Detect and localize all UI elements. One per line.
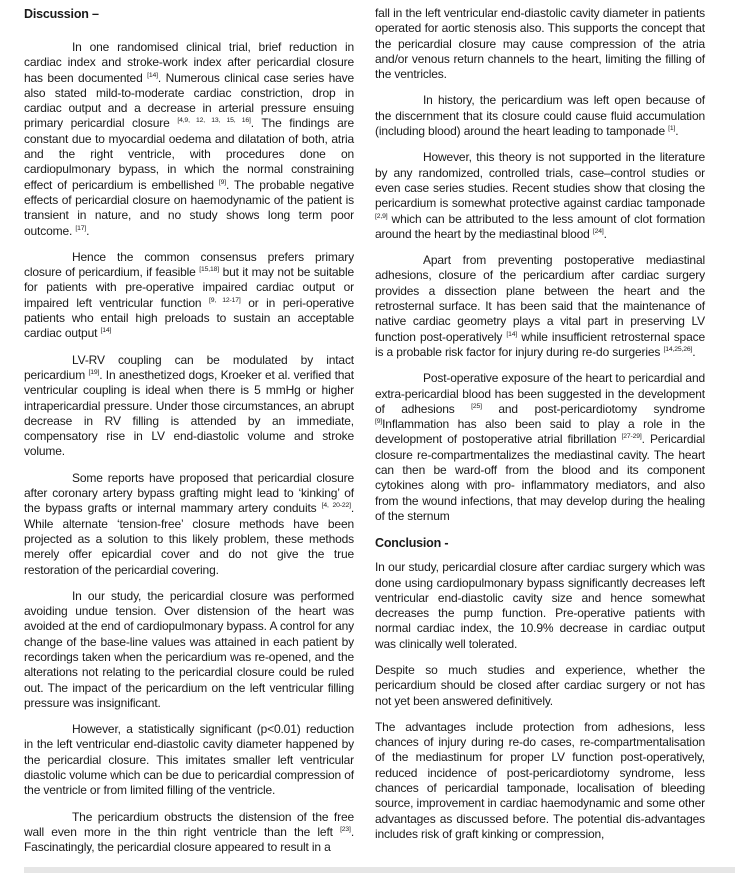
discussion-paragraph-11: Apart from preventing postoperative mediastinal adhesions, closure of the pericardium after cardiac surgery provides a dissection plane between the heart and the retrosternal surface. It has been said that the maintenance of native cardiac geometry plays a vital part in preserving LV function post-operatively [14] while insufficient retrosternal space is a probable risk factor for injury during re-do surgeries [14,25,26]. (375, 253, 705, 359)
page-bottom-shadow (24, 867, 735, 873)
citation: [15,18] (199, 266, 219, 274)
citation: [17] (75, 224, 87, 232)
discussion-paragraph-5: In our study, the pericardial closure was performed avoiding undue tension. Over distension of the heart was avoided at the end of cardiopulmonary bypass. A control for any change of the base-line values was attained in each patient by recordings taken when the pericardium was re-opened, and the alterations not relating to the pericardial closure could be ruled out. The impact of the pericardium on the left ventricular filling pressure was insignificant. (24, 588, 354, 710)
citation: [14,25,26] (663, 345, 693, 353)
discussion-paragraph-2: Hence the common consensus prefers primary closure of pericardium, if feasible [15,18] but it may not be suitable for patients with pre-operative impaired cardiac output or impaired left ventricular function [9, 12-17] or in peri-operative patients who entail high preloads to sustain an acceptable cardiac output [14] (24, 249, 355, 341)
citation: [24] (592, 227, 604, 235)
conclusion-heading: Conclusion - (375, 536, 449, 551)
citation: [9] (375, 418, 383, 426)
citation: [1] (668, 125, 676, 133)
citation: [19] (88, 368, 100, 376)
right-column (375, 6, 705, 853)
discussion-heading: Discussion – (24, 7, 99, 21)
citation: [14] (147, 71, 158, 79)
citation: [9] (218, 178, 227, 186)
citation: [4, 20-22] (321, 502, 351, 510)
discussion-paragraph-6: However, a statistically significant (p<0.01) reduction in the left ventricular end-diastolic cavity diameter happened by the pericardial closure. This imitates smaller left ventricular diastolic volume which can be due to pericardial compression of the ventricle or from limited filling of the ventricle. (24, 722, 354, 798)
discussion-paragraph-9: In history, the pericardium was left open because of the discernment that its closure could cause fluid accumulation (including blood) around the heart leading to tamponade [1]. (375, 93, 705, 139)
discussion-paragraph-1: In one randomised clinical trial, brief reduction in cardiac index and stroke-work index after pericardial closure has been documented [14]. Numerous clinical case series have also stated mild-to-moderate cardiac constriction, drop in cardiac output and a decrease in arterial pressure ensuing primary pericardial closure [4,9, 12, 13, 15, 16]. The findings are constant due to myocardial oedema and dilatation of both, atria and the right ventricle, with procedures done on cardiopulmonary bypass, in which the normal constraining effect of pericardium is embellished [9]. The probable negative effects of pericardial closure on haemodynamic of the patient is transient in nature, and no study shows long term poor outcome. [17]. (24, 40, 355, 238)
citation: [4,9, 12, 13, 15, 16] (177, 117, 251, 125)
citation: [9, 12-17] (209, 296, 241, 304)
conclusion-paragraph-1: In our study, pericardial closure after cardiac surgery which was done using cardiopulmonary bypass significantly decreases left ventricular end-diastolic cavity size and hence somewhat decreases the pump function. Pre-operative patients with normal cardiac index, the 10.9% decrease in cardiac output was clinically well tolerated. (375, 560, 705, 651)
discussion-paragraph-8: fall in the left ventricular end-diastolic cavity diameter in patients operated for aortic stenosis also. This supports the concept that the pericardial closure may cause compression of the atria and/or venous return channels to the heart, limiting the filling of the ventricles. (375, 6, 705, 82)
discussion-paragraph-4: Some reports have proposed that pericardial closure after coronary artery bypass grafting might lead to ‘kinking’ of the bypass grafts or internal mammary artery conduits [4, 20-22]. While alternate ‘tension-free’ closure methods have been projected as a solution to this likely problem, these methods merely offer epicardial cover and do not give the true restoration of the pericardial covering. (24, 470, 354, 577)
conclusion-paragraph-2: Despite so much studies and experience, whether the pericardium should be closed after cardiac surgery or not has not yet been answered definitively. (375, 662, 705, 708)
discussion-paragraph-7: The pericardium obstructs the distension of the free wall even more in the thin right ventricle than the left [23]. Fascinatingly, the pericardial closure appeared to result in a (24, 809, 354, 855)
citation: [2,9] (375, 212, 388, 220)
citation: [14] (506, 330, 518, 338)
discussion-paragraph-10: However, this theory is not supported in the literature by any randomized, controlled trials, case–control studies or even case series studies. Recent studies show that closing the pericardium is somewhat protective against cardiac tamponade [2,9] which can be attributed to the less amount of clot formation around the heart by the mediastinal blood [24]. (375, 150, 705, 241)
citation: [25] (471, 402, 482, 410)
citation: [23] (340, 825, 351, 833)
citation: [27-29] (621, 433, 642, 441)
citation: [14] (100, 327, 112, 335)
discussion-paragraph-3: LV-RV coupling can be modulated by intact pericardium [19]. In anesthetized dogs, Kroeker et al. verified that ventricular coupling is ideal when there is 5 mmHg or higher intrapericardial pressure. Under those circumstances, an abrupt decrease in RV filling is attended by an immediate, compensatory rise in LV end-diastolic volume and stroke volume. (24, 352, 354, 459)
conclusion-paragraph-3: The advantages include protection from adhesions, less chances of injury during re-do cases, re-compartmentalisation of the mediastinum for proper LV function post-operatively, reduced incidence of post-pericardiotomy syndrome, less chances of pericardial tamponade, localisation of bleeding source, improvement in cardiac haemodynamic and some other advantages as discussed before. The potential dis-advantages includes risk of graft kinking or compression, (375, 719, 705, 841)
left-column (24, 6, 354, 867)
discussion-paragraph-12: Post-operative exposure of the heart to pericardial and extra-pericardial blood has been suggested in the development of adhesions [25] and post-pericardiotomy syndrome [9]Inflammation has also been said to play a role in the development of postoperative atrial fibrillation [27-29]. Pericardial closure re-compartmentalizes the mediastinal cavity. The heart can then be ward-off from the blood and its component cytokines along with pro- inflammatory mediators, and also from the wound infections, that may develop during the healing of the sternum (375, 371, 705, 523)
